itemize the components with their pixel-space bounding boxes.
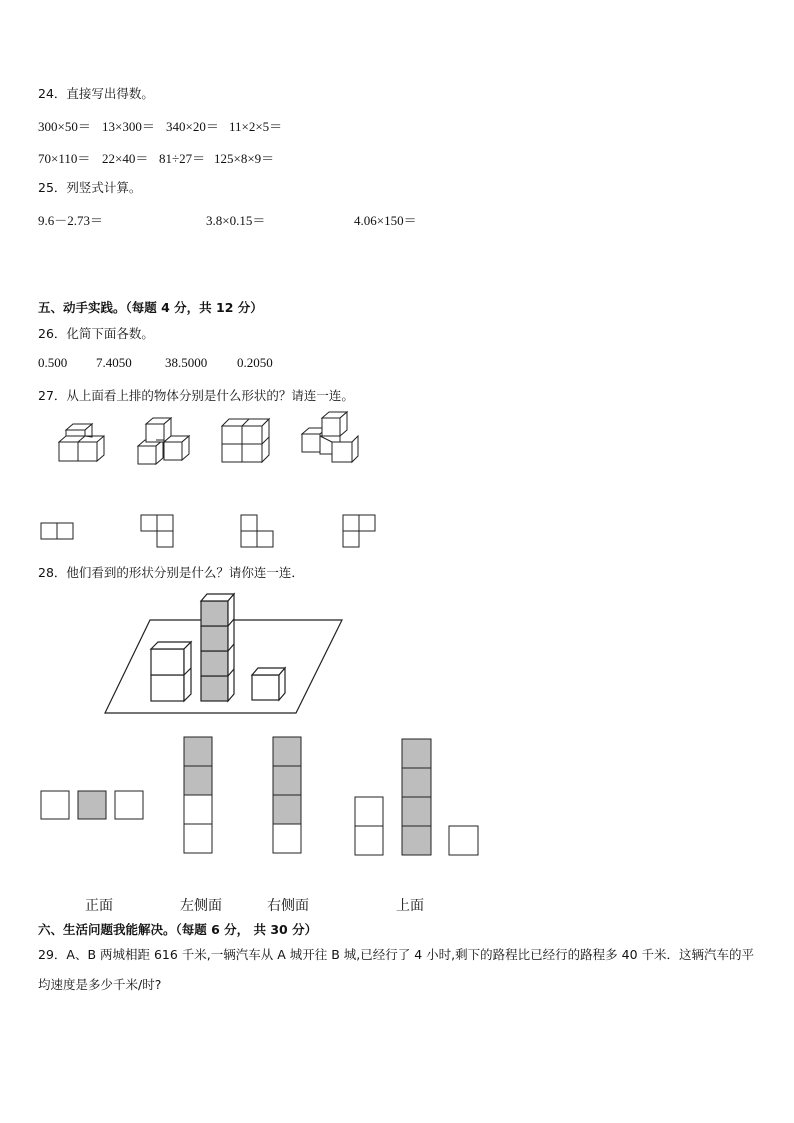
q28-title: 28．他们看到的形状分别是什么？请你连一连． [38, 565, 304, 580]
q24-item: 22×40＝ [102, 151, 149, 166]
q24-item: 70×110＝ [38, 151, 91, 166]
q26-number: 38.5000 [165, 355, 208, 370]
q24-item: 300×50＝ [38, 119, 91, 134]
q28-label-top: 上面 [396, 898, 424, 914]
q26-title: 26．化简下面各数。 [38, 326, 154, 341]
q24-item: 81÷27＝ [159, 151, 206, 166]
q26-number: 7.4050 [96, 355, 132, 370]
q25-item: 4.06×150＝ [354, 213, 417, 228]
q28-label-front: 正面 [85, 898, 113, 914]
q27-title: 27．从上面看上排的物体分别是什么形状的？请连一连。 [38, 388, 354, 403]
q28-view-2 [184, 737, 212, 853]
q28-label-left: 左侧面 [180, 898, 222, 914]
q26-number: 0.2050 [237, 355, 273, 370]
q25-item: 3.8×0.15＝ [206, 213, 266, 228]
q28-label-right: 右侧面 [267, 898, 309, 914]
section-5-heading: 五、动手实践。（每题 4 分，共 12 分） [38, 300, 263, 315]
q24-item: 13×300＝ [102, 119, 155, 134]
q25-title: 25．列竖式计算。 [38, 180, 142, 195]
section-6-heading: 六、生活问题我能解决。（每题 6 分， 共 30 分） [38, 922, 318, 937]
q24-title: 24．直接写出得数。 [38, 86, 154, 101]
q26-number: 0.500 [38, 355, 68, 370]
q28-view-3 [273, 737, 301, 853]
q24-item: 340×20＝ [166, 119, 219, 134]
q24-item: 125×8×9＝ [214, 151, 275, 166]
q29-text: 29．A、B 两城相距 616 千米,一辆汽车从 A 城开往 B 城,已经行了 4 小时,剩下的路程比已经行的路程多 40 千米．这辆汽车的平均速度是多少千米/时? [38, 947, 755, 992]
q25-item: 9.6－2.73＝ [38, 213, 104, 228]
q28-view-4 [355, 739, 478, 855]
q24-item: 11×2×5＝ [229, 119, 283, 134]
q28-view-front [41, 791, 143, 819]
